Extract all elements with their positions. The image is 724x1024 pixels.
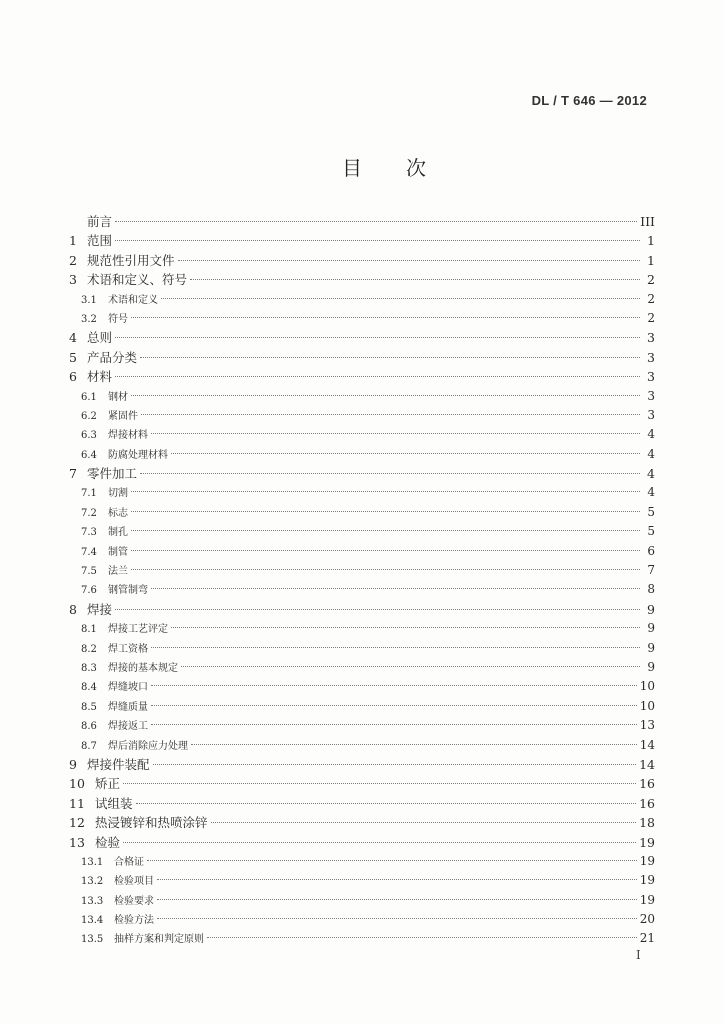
toc-entry[interactable]: [69, 212, 655, 231]
toc-entry[interactable]: [69, 367, 655, 386]
toc-entry-page: 10: [639, 698, 655, 713]
dot-leader: [157, 918, 637, 919]
toc-entry-page: 13: [639, 718, 655, 733]
toc-entry[interactable]: [69, 270, 655, 289]
toc-entry-page: 16: [639, 795, 655, 811]
dot-leader: [131, 569, 640, 570]
dot-leader: [115, 609, 640, 610]
toc-entry[interactable]: [69, 891, 655, 910]
dot-leader: [151, 685, 637, 686]
toc-entry-label: 焊缝坡口: [108, 682, 148, 694]
dot-leader: [123, 842, 636, 843]
toc-entry[interactable]: [69, 910, 655, 929]
toc-entry-label: 焊接返工: [108, 721, 148, 733]
dot-leader: [151, 705, 637, 706]
dot-leader: [123, 783, 636, 784]
toc-entry[interactable]: [69, 813, 655, 832]
toc-entry-page: 18: [639, 815, 655, 831]
standard-code: DL / T 646 — 2012: [531, 93, 647, 108]
toc-entry-number: 6.2: [81, 410, 97, 422]
dot-leader: [207, 937, 637, 938]
toc-entry[interactable]: [69, 251, 655, 270]
toc-entry-number: 3.2: [81, 313, 97, 325]
toc-entry-page: 10: [639, 679, 655, 694]
toc-entry-label: 零件加工: [87, 466, 138, 482]
toc-entry[interactable]: [69, 697, 655, 716]
toc-entry[interactable]: [69, 309, 655, 328]
toc-entry-number: 7.3: [81, 527, 97, 539]
toc-entry-page: 9: [647, 659, 655, 674]
toc-entry-page: 2: [647, 272, 655, 288]
toc-entry-number: 7.6: [81, 585, 97, 597]
dot-leader: [115, 376, 640, 377]
dot-leader: [131, 317, 640, 318]
toc-entry[interactable]: [69, 483, 655, 502]
dot-leader: [161, 298, 640, 299]
toc-entry-page: 4: [647, 427, 655, 442]
dot-leader: [131, 550, 640, 551]
toc-entry-label: 制管: [108, 546, 128, 558]
toc-entry-number: 7.4: [81, 546, 97, 558]
toc-entry-page: 19: [639, 834, 655, 850]
toc-entry[interactable]: [69, 929, 655, 948]
toc-entry-label: 符号: [108, 313, 128, 325]
toc-entry[interactable]: [69, 542, 655, 561]
toc-entry-page: 16: [639, 776, 655, 792]
toc-entry-number: 3.1: [81, 294, 97, 306]
toc-entry-label: 试组装: [95, 795, 133, 811]
toc-entry-label: 切割: [108, 488, 128, 500]
toc-entry-number: 1: [69, 233, 77, 249]
page-number: I: [636, 948, 641, 962]
toc-entry[interactable]: [69, 774, 655, 793]
toc-entry-page: 21: [639, 931, 655, 946]
dot-leader: [140, 473, 640, 474]
toc-entry-number: 13.1: [81, 856, 104, 868]
toc-entry-number: 13.3: [81, 895, 104, 907]
toc-entry-page: 3: [647, 388, 655, 403]
dot-leader: [151, 724, 637, 725]
toc-entry-label: 紧固件: [108, 410, 138, 422]
toc-entry-label: 合格证: [114, 856, 144, 868]
toc-entry[interactable]: [69, 794, 655, 813]
dot-leader: [190, 279, 640, 280]
toc-entry[interactable]: [69, 387, 655, 406]
toc-entry-label: 钢管制弯: [108, 585, 148, 597]
toc-entry-label: 检验方法: [114, 915, 154, 927]
toc-entry-label: 检验: [95, 834, 121, 850]
toc-entry[interactable]: [69, 425, 655, 444]
dot-leader: [151, 588, 640, 589]
toc-entry-number: 11: [69, 795, 85, 811]
toc-entry-page: 19: [639, 892, 655, 907]
dot-leader: [171, 453, 640, 454]
dot-leader: [211, 822, 637, 823]
toc-entry-number: 8.1: [81, 624, 97, 636]
toc-entry[interactable]: [69, 600, 655, 619]
toc-entry[interactable]: [69, 348, 655, 367]
toc-entry-label: 产品分类: [87, 349, 138, 365]
toc-entry-number: 9: [69, 756, 77, 772]
toc-entry[interactable]: [69, 503, 655, 522]
toc-entry-number: 2: [69, 252, 77, 268]
toc-entry-number: 4: [69, 330, 77, 346]
dot-leader: [115, 337, 640, 338]
toc-entry-number: 7: [69, 466, 77, 482]
toc-entry[interactable]: [69, 231, 655, 250]
toc-entry[interactable]: [69, 328, 655, 347]
dot-leader: [140, 357, 640, 358]
toc-entry[interactable]: [69, 580, 655, 599]
toc-entry-label: 焊后消除应力处理: [108, 740, 188, 752]
toc-entry-page: 14: [639, 737, 655, 752]
dot-leader: [191, 744, 637, 745]
toc-entry[interactable]: [69, 522, 655, 541]
toc-entry[interactable]: [69, 619, 655, 638]
toc-entry-number: 6: [69, 369, 77, 385]
dot-leader: [115, 221, 637, 222]
dot-leader: [153, 764, 637, 765]
toc-entry-number: 8.3: [81, 662, 97, 674]
toc-entry-page: 9: [647, 601, 655, 617]
toc-entry-label: 范围: [87, 233, 113, 249]
toc-entry-label: 制孔: [108, 527, 128, 539]
toc-entry-label: 焊工资格: [108, 643, 148, 655]
toc-entry-page: 19: [639, 853, 655, 868]
toc-entry[interactable]: [69, 677, 655, 696]
toc-entry-page: 9: [647, 621, 655, 636]
dot-leader: [171, 627, 640, 628]
dot-leader: [151, 647, 640, 648]
toc-entry-page: 5: [647, 504, 655, 519]
toc-entry-page: 2: [647, 310, 655, 325]
toc-entry[interactable]: [69, 290, 655, 309]
toc-entry-number: 6.1: [81, 391, 97, 403]
toc-entry-number: 8.4: [81, 682, 97, 694]
toc-entry[interactable]: [69, 561, 655, 580]
toc-entry-page: 4: [647, 466, 655, 482]
toc-entry-label: 材料: [87, 369, 113, 385]
toc-entry-page: 3: [647, 330, 655, 346]
toc-title: 目次: [342, 156, 470, 180]
toc-entry[interactable]: [69, 406, 655, 425]
toc-entry-label: 焊接件装配: [87, 756, 150, 772]
toc-entry[interactable]: [69, 445, 655, 464]
dot-leader: [157, 899, 637, 900]
toc-entry-label: 焊缝质量: [108, 701, 148, 713]
toc-entry-label: 焊接材料: [108, 430, 148, 442]
dot-leader: [147, 860, 637, 861]
toc-entry-page: 1: [647, 233, 655, 249]
toc-entry-number: 6.4: [81, 449, 97, 461]
toc-entry-number: 8.7: [81, 740, 97, 752]
toc-entry[interactable]: [69, 755, 655, 774]
toc-entry-label: 矫正: [95, 776, 121, 792]
toc-entry[interactable]: [69, 658, 655, 677]
toc-entry-page: 7: [647, 563, 655, 578]
toc-entry-page: 20: [639, 912, 655, 927]
toc-entry-page: 3: [647, 407, 655, 422]
toc-entry[interactable]: [69, 871, 655, 890]
toc-entry-number: 7.1: [81, 488, 97, 500]
table-of-contents: [69, 212, 655, 949]
toc-entry-label: 焊接的基本规定: [108, 662, 178, 674]
toc-entry-number: 5: [69, 349, 77, 365]
toc-entry-number: 13: [69, 834, 85, 850]
toc-entry-page: 3: [647, 349, 655, 365]
toc-entry-page: 14: [639, 756, 655, 772]
toc-entry-number: 6.3: [81, 430, 97, 442]
toc-entry[interactable]: [69, 464, 655, 483]
toc-entry-number: 12: [69, 815, 85, 831]
toc-entry-number: 8.2: [81, 643, 97, 655]
toc-entry-label: 标志: [108, 507, 128, 519]
toc-entry-page: 1: [647, 252, 655, 268]
dot-leader: [131, 511, 640, 512]
toc-entry-label: 抽样方案和判定原则: [114, 934, 204, 946]
toc-entry-label: 规范性引用文件: [87, 252, 175, 268]
toc-entry-number: 13.2: [81, 876, 104, 888]
toc-entry[interactable]: [69, 833, 655, 852]
toc-entry-page: III: [640, 214, 655, 229]
toc-entry-label: 焊接工艺评定: [108, 624, 168, 636]
toc-entry[interactable]: [69, 736, 655, 755]
toc-entry-page: 4: [647, 485, 655, 500]
toc-entry-page: 3: [647, 369, 655, 385]
dot-leader: [136, 803, 637, 804]
toc-entry-page: 6: [647, 543, 655, 558]
toc-entry-number: 8.6: [81, 721, 97, 733]
dot-leader: [131, 530, 640, 531]
toc-entry-label: 防腐处理材料: [108, 449, 168, 461]
toc-entry-page: 5: [647, 524, 655, 539]
dot-leader: [131, 491, 640, 492]
toc-entry-page: 2: [647, 291, 655, 306]
toc-entry-number: 7.5: [81, 566, 97, 578]
toc-entry-number: 7.2: [81, 507, 97, 519]
toc-entry-label: 热浸镀锌和热喷涂锌: [95, 815, 208, 831]
toc-entry-page: 8: [647, 582, 655, 597]
toc-entry[interactable]: [69, 639, 655, 658]
dot-leader: [115, 240, 640, 241]
toc-entry-label: 前言: [87, 214, 113, 229]
toc-entry-label: 总则: [87, 330, 113, 346]
toc-entry-number: 8: [69, 601, 77, 617]
toc-entry[interactable]: [69, 716, 655, 735]
toc-entry-number: 3: [69, 272, 77, 288]
toc-entry-label: 检验项目: [114, 876, 154, 888]
toc-entry-label: 钢材: [108, 391, 128, 403]
toc-entry-label: 术语和定义、符号: [87, 272, 188, 288]
dot-leader: [178, 260, 640, 261]
dot-leader: [131, 395, 640, 396]
dot-leader: [151, 433, 640, 434]
toc-entry-number: 10: [69, 776, 85, 792]
dot-leader: [141, 414, 640, 415]
toc-entry-label: 检验要求: [114, 895, 154, 907]
toc-entry[interactable]: [69, 852, 655, 871]
dot-leader: [181, 666, 640, 667]
toc-entry-label: 法兰: [108, 566, 128, 578]
toc-entry-number: 8.5: [81, 701, 97, 713]
toc-entry-page: 19: [639, 873, 655, 888]
toc-entry-label: 焊接: [87, 601, 113, 617]
toc-entry-page: 4: [647, 446, 655, 461]
toc-entry-number: 13.5: [81, 934, 104, 946]
toc-entry-page: 9: [647, 640, 655, 655]
dot-leader: [157, 879, 637, 880]
toc-entry-label: 术语和定义: [108, 294, 158, 306]
toc-entry-number: 13.4: [81, 915, 104, 927]
